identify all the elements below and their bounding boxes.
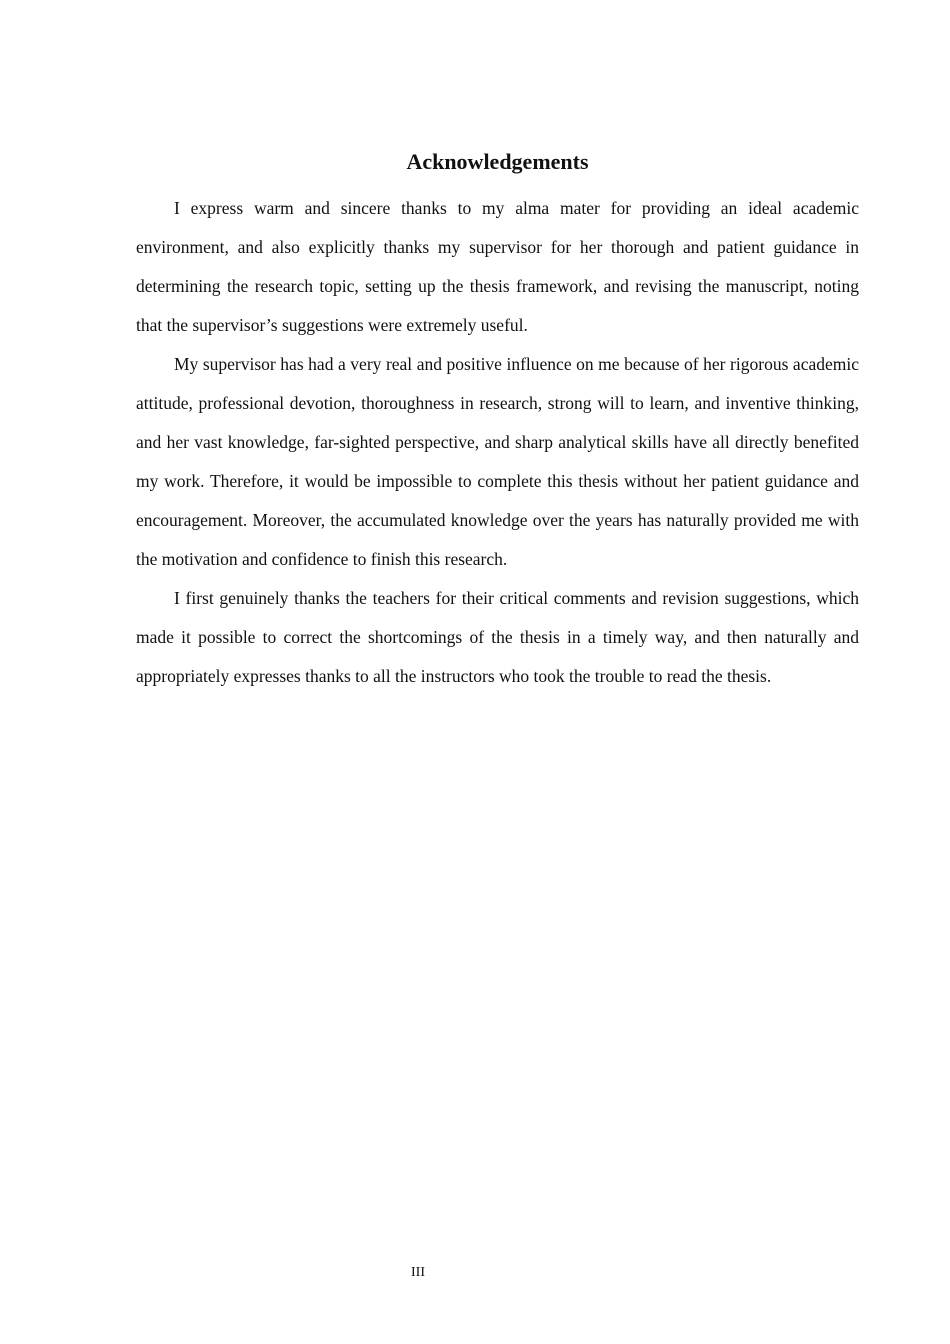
page-title: Acknowledgements bbox=[406, 149, 589, 174]
page-content bbox=[136, 145, 859, 696]
page-number: III bbox=[411, 1265, 425, 1280]
paragraph-3: I first genuinely thanks the teachers for their critical comments and revision suggestions, which made it possible to correct the shortcomings of the thesis in a timely way, and then naturally and appropriately expresses thanks to all the instructors who took the trouble to read the thesis. bbox=[136, 588, 859, 686]
paragraph-2: My supervisor has had a very real and positive influence on me because of her rigorous academic attitude, professional devotion, thoroughness in research, strong will to learn, and inventive thinking, and her vast knowledge, far-sighted perspective, and sharp analytical skills have all directly benefited my work. Therefore, it would be impossible to complete this thesis without her patient guidance and encouragement. Moreover, the accumulated knowledge over the years has naturally provided me with the motivation and confidence to finish this research. bbox=[136, 354, 859, 569]
paragraph-1: I express warm and sincere thanks to my alma mater for providing an ideal academic environment, and also explicitly thanks my supervisor for her thorough and patient guidance in determining the research topic, setting up the thesis framework, and revising the manuscript, noting that the supervisor’s suggestions were extremely useful. bbox=[136, 198, 859, 335]
